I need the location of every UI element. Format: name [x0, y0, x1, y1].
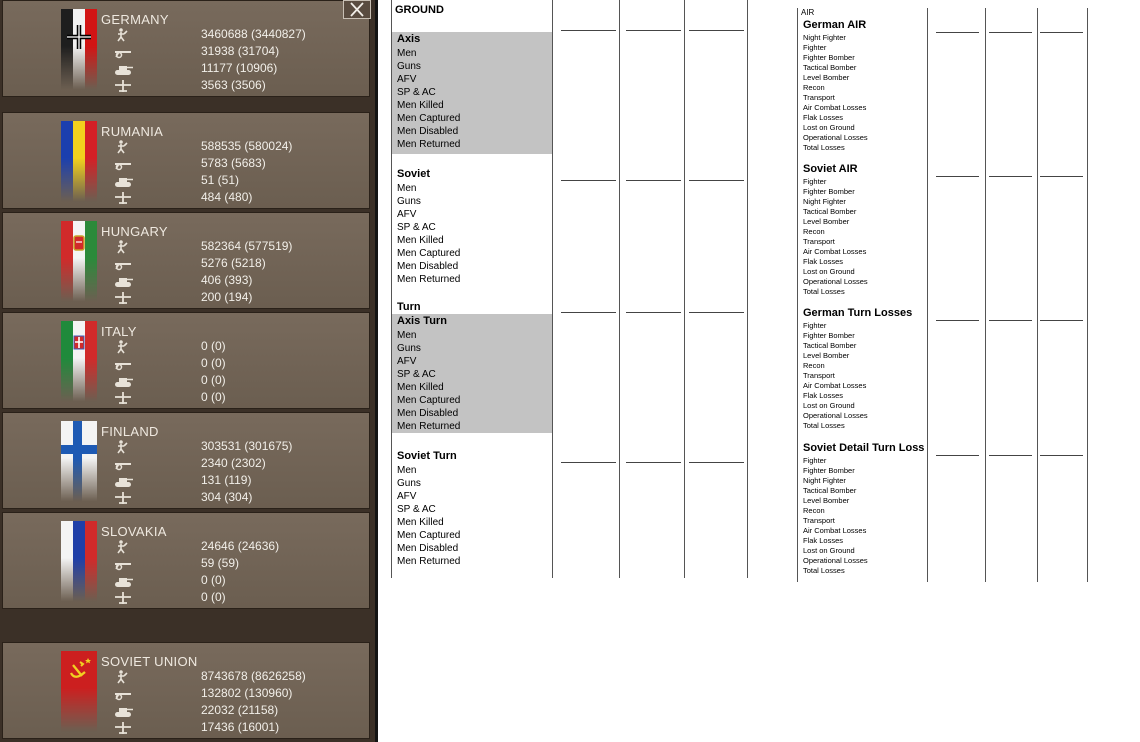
row-label: Recon	[803, 506, 825, 515]
grid-line	[985, 8, 986, 582]
nation-stat-value: 132802 (130960)	[201, 686, 293, 700]
nation-card-rumania	[2, 112, 370, 209]
row-label: Air Combat Losses	[803, 247, 867, 256]
row-label: Fighter Bomber	[803, 187, 855, 196]
row-label: Flak Losses	[803, 536, 844, 545]
nation-stat-value: 24646 (24636)	[201, 539, 280, 553]
row-label: Men	[397, 48, 417, 59]
nation-stat-value: 484 (480)	[201, 190, 253, 204]
nation-name: SOVIET UNION	[101, 654, 198, 669]
nation-stat-row	[113, 289, 363, 306]
header-underline	[626, 180, 681, 181]
tank-icon	[113, 474, 133, 488]
nation-stat-row	[113, 572, 363, 589]
nation-name: GERMANY	[101, 12, 169, 27]
row-label: Level Bomber	[803, 217, 850, 226]
soldier-icon	[113, 28, 129, 42]
nation-stat-row	[113, 77, 363, 94]
row-label: Men Captured	[397, 248, 461, 259]
close-icon	[344, 1, 370, 18]
slovakia-flag-icon	[61, 521, 97, 603]
row-label: Men Disabled	[397, 126, 459, 137]
row-label: Lost on Ground	[803, 546, 855, 555]
header-underline	[561, 312, 616, 313]
row-label: Fighter Bomber	[803, 466, 855, 475]
row-label: Men Returned	[397, 556, 461, 567]
row-label: Fighter	[803, 43, 827, 52]
row-label: SP & AC	[397, 87, 436, 98]
row-label: Transport	[803, 516, 835, 525]
panel-divider	[375, 0, 378, 742]
row-label: Air Combat Losses	[803, 526, 867, 535]
row-label: Men	[397, 183, 417, 194]
aircraft-icon	[113, 291, 133, 305]
header-underline	[989, 455, 1032, 456]
section-label: Soviet	[397, 168, 431, 180]
grid-line	[927, 8, 928, 582]
row-label: Night Fighter	[803, 476, 846, 485]
gun-icon	[113, 45, 133, 59]
soviet-flag-icon	[61, 651, 97, 733]
nation-stat-row	[113, 555, 363, 572]
nation-stat-row	[113, 172, 363, 189]
section-label: Soviet Turn	[397, 450, 457, 462]
header-underline	[989, 176, 1032, 177]
row-label: Men Killed	[397, 517, 444, 528]
row-label: Guns	[397, 478, 421, 489]
row-label: Guns	[397, 343, 421, 354]
grid-line	[797, 8, 798, 582]
nation-stat-row	[113, 60, 363, 77]
section-label: Soviet Detail Turn Loss	[803, 443, 925, 454]
nation-stat-value: 582364 (577519)	[201, 239, 293, 253]
header-underline	[561, 30, 616, 31]
row-label: Fighter Bomber	[803, 53, 855, 62]
section-label: Soviet AIR	[803, 164, 858, 175]
nation-stat-row	[113, 538, 363, 555]
row-label: Transport	[803, 237, 835, 246]
row-label: Fighter Bomber	[803, 331, 855, 340]
nation-stat-row	[113, 372, 363, 389]
italy-flag-icon	[61, 321, 97, 403]
row-label: Level Bomber	[803, 73, 850, 82]
row-label: Men Disabled	[397, 261, 459, 272]
nation-stat-value: 3563 (3506)	[201, 78, 266, 92]
row-label: Men Returned	[397, 421, 461, 432]
row-label: Flak Losses	[803, 391, 844, 400]
gun-icon	[113, 557, 133, 571]
nation-stat-row	[113, 355, 363, 372]
row-label: Fighter	[803, 321, 827, 330]
aircraft-icon	[113, 191, 133, 205]
row-label: Tactical Bomber	[803, 486, 857, 495]
nation-name: FINLAND	[101, 424, 159, 439]
nation-stat-value: 0 (0)	[201, 339, 226, 353]
nation-card-soviet	[2, 642, 370, 739]
nation-stat-value: 17436 (16001)	[201, 720, 280, 734]
hungary-flag-icon	[61, 221, 97, 303]
nation-stat-value: 0 (0)	[201, 590, 226, 604]
row-label: Flak Losses	[803, 113, 844, 122]
grid-line	[747, 0, 748, 578]
row-label: Men	[397, 330, 417, 341]
row-label: Recon	[803, 227, 825, 236]
soldier-icon	[113, 340, 129, 354]
nation-stat-row	[113, 438, 363, 455]
row-label: Level Bomber	[803, 351, 850, 360]
nation-stat-row	[113, 338, 363, 355]
row-label: Men	[397, 465, 417, 476]
close-button[interactable]	[343, 0, 371, 19]
grid-line	[1087, 8, 1088, 582]
row-label: Men Killed	[397, 100, 444, 111]
nation-name: SLOVAKIA	[101, 524, 167, 539]
soldier-icon	[113, 140, 129, 154]
section-label: German Turn Losses	[803, 308, 913, 319]
nation-stat-value: 0 (0)	[201, 573, 226, 587]
germany-flag-icon	[61, 9, 97, 91]
row-label: AFV	[397, 356, 417, 367]
header-underline	[936, 455, 979, 456]
header-underline	[561, 462, 616, 463]
tank-icon	[113, 62, 133, 76]
nation-stat-row	[113, 238, 363, 255]
nation-stat-value: 5276 (5218)	[201, 256, 266, 270]
header-underline	[689, 180, 744, 181]
row-label: Level Bomber	[803, 496, 850, 505]
nation-stat-row	[113, 272, 363, 289]
air-title: AIR	[801, 8, 815, 17]
section-label: German AIR	[803, 20, 867, 31]
row-label: Men Captured	[397, 530, 461, 541]
nation-stat-row	[113, 189, 363, 206]
nation-stat-value: 588535 (580024)	[201, 139, 293, 153]
row-label: Night Fighter	[803, 33, 846, 42]
header-underline	[626, 30, 681, 31]
row-label: SP & AC	[397, 222, 436, 233]
header-underline	[1040, 176, 1083, 177]
header-underline	[936, 320, 979, 321]
row-label: Operational Losses	[803, 556, 868, 565]
row-label: Recon	[803, 83, 825, 92]
gun-icon	[113, 357, 133, 371]
tank-icon	[113, 704, 133, 718]
soldier-icon	[113, 540, 129, 554]
aircraft-icon	[113, 491, 133, 505]
tank-icon	[113, 274, 133, 288]
rumania-flag-icon	[61, 121, 97, 203]
nation-card-italy	[2, 312, 370, 409]
tank-icon	[113, 574, 133, 588]
row-label: Night Fighter	[803, 197, 846, 206]
section-label: Axis Turn	[397, 315, 447, 327]
aircraft-icon	[113, 591, 133, 605]
row-label: SP & AC	[397, 369, 436, 380]
row-label: Men Captured	[397, 395, 461, 406]
grid-line	[619, 0, 620, 578]
nation-losses-panel	[0, 0, 375, 742]
row-label: Men Disabled	[397, 408, 459, 419]
row-label: Air Combat Losses	[803, 381, 867, 390]
nation-stat-value: 59 (59)	[201, 556, 240, 570]
nation-stat-value: 304 (304)	[201, 490, 253, 504]
soldier-icon	[113, 440, 129, 454]
nation-stat-value: 2340 (2302)	[201, 456, 266, 470]
gun-icon	[113, 687, 133, 701]
nation-card-hungary	[2, 212, 370, 309]
nation-stat-row	[113, 138, 363, 155]
nation-stat-row	[113, 685, 363, 702]
nation-name: HUNGARY	[101, 224, 168, 239]
row-label: AFV	[397, 491, 417, 502]
nation-card-slovakia	[2, 512, 370, 609]
nation-stat-row	[113, 26, 363, 43]
row-label: Total Losses	[803, 143, 845, 152]
nation-stat-value: 11177 (10906)	[201, 61, 278, 75]
header-underline	[626, 462, 681, 463]
aircraft-icon	[113, 721, 133, 735]
nation-stat-row	[113, 489, 363, 506]
row-label: Guns	[397, 61, 421, 72]
row-label: Transport	[803, 93, 835, 102]
tank-icon	[113, 174, 133, 188]
nation-name: ITALY	[101, 324, 137, 339]
nation-stat-row	[113, 668, 363, 685]
header-underline	[626, 312, 681, 313]
nation-stat-value: 131 (119)	[201, 473, 252, 487]
grid-line	[1037, 8, 1038, 582]
header-underline	[1040, 455, 1083, 456]
nation-stat-row	[113, 702, 363, 719]
nation-card-finland	[2, 412, 370, 509]
nation-stat-value: 8743678 (8626258)	[201, 669, 306, 683]
row-label: AFV	[397, 74, 417, 85]
header-underline	[989, 32, 1032, 33]
aircraft-icon	[113, 391, 133, 405]
row-label: AFV	[397, 209, 417, 220]
header-underline	[936, 176, 979, 177]
row-label: Total Losses	[803, 421, 845, 430]
ground-title: GROUND	[395, 4, 444, 16]
nation-stat-row	[113, 719, 363, 736]
row-label: Tactical Bomber	[803, 207, 857, 216]
row-label: Operational Losses	[803, 277, 868, 286]
row-label: Lost on Ground	[803, 401, 855, 410]
header-underline	[1040, 320, 1083, 321]
header-underline	[689, 312, 744, 313]
nation-stat-row	[113, 43, 363, 60]
nation-stat-value: 0 (0)	[201, 356, 226, 370]
finland-flag-icon	[61, 421, 97, 503]
nation-card-germany	[2, 0, 370, 97]
gun-icon	[113, 157, 133, 171]
gun-icon	[113, 257, 133, 271]
row-label: Total Losses	[803, 287, 845, 296]
nation-stat-value: 5783 (5683)	[201, 156, 266, 170]
row-label: Tactical Bomber	[803, 341, 857, 350]
nation-stat-value: 51 (51)	[201, 173, 240, 187]
tank-icon	[113, 374, 133, 388]
row-label: Recon	[803, 361, 825, 370]
grid-line	[552, 0, 553, 578]
aircraft-icon	[113, 79, 133, 93]
row-label: Men Returned	[397, 139, 461, 150]
row-label: Total Losses	[803, 566, 845, 575]
header-underline	[689, 462, 744, 463]
row-label: Air Combat Losses	[803, 103, 867, 112]
nation-stat-value: 31938 (31704)	[201, 44, 280, 58]
nation-stat-value: 22032 (21158)	[201, 703, 279, 717]
header-underline	[561, 180, 616, 181]
nation-stat-value: 3460688 (3440827)	[201, 27, 306, 41]
nation-stat-value: 0 (0)	[201, 390, 226, 404]
row-label: Operational Losses	[803, 411, 868, 420]
row-label: SP & AC	[397, 504, 436, 515]
grid-line	[684, 0, 685, 578]
row-label: Guns	[397, 196, 421, 207]
gun-icon	[113, 457, 133, 471]
turn-heading: Turn	[397, 301, 421, 313]
row-label: Lost on Ground	[803, 267, 855, 276]
section-label: Axis	[397, 33, 421, 45]
soldier-icon	[113, 240, 129, 254]
nation-name: RUMANIA	[101, 124, 164, 139]
nation-stat-value: 0 (0)	[201, 373, 226, 387]
nation-stat-row	[113, 389, 363, 406]
row-label: Tactical Bomber	[803, 63, 857, 72]
header-underline	[689, 30, 744, 31]
header-underline	[989, 320, 1032, 321]
row-label: Operational Losses	[803, 133, 868, 142]
nation-stat-row	[113, 255, 363, 272]
nation-stat-row	[113, 589, 363, 606]
row-label: Fighter	[803, 456, 827, 465]
nation-stat-row	[113, 472, 363, 489]
row-label: Lost on Ground	[803, 123, 855, 132]
row-label: Men Killed	[397, 382, 444, 393]
nation-stat-row	[113, 455, 363, 472]
soldier-icon	[113, 670, 129, 684]
row-label: Men Returned	[397, 274, 461, 285]
nation-stat-value: 303531 (301675)	[201, 439, 293, 453]
row-label: Flak Losses	[803, 257, 844, 266]
header-underline	[1040, 32, 1083, 33]
row-label: Transport	[803, 371, 835, 380]
row-label: Fighter	[803, 177, 827, 186]
nation-stat-value: 200 (194)	[201, 290, 253, 304]
row-label: Men Captured	[397, 113, 461, 124]
nation-stat-row	[113, 155, 363, 172]
row-label: Men Killed	[397, 235, 444, 246]
nation-stat-value: 406 (393)	[201, 273, 253, 287]
row-label: Men Disabled	[397, 543, 459, 554]
header-underline	[936, 32, 979, 33]
